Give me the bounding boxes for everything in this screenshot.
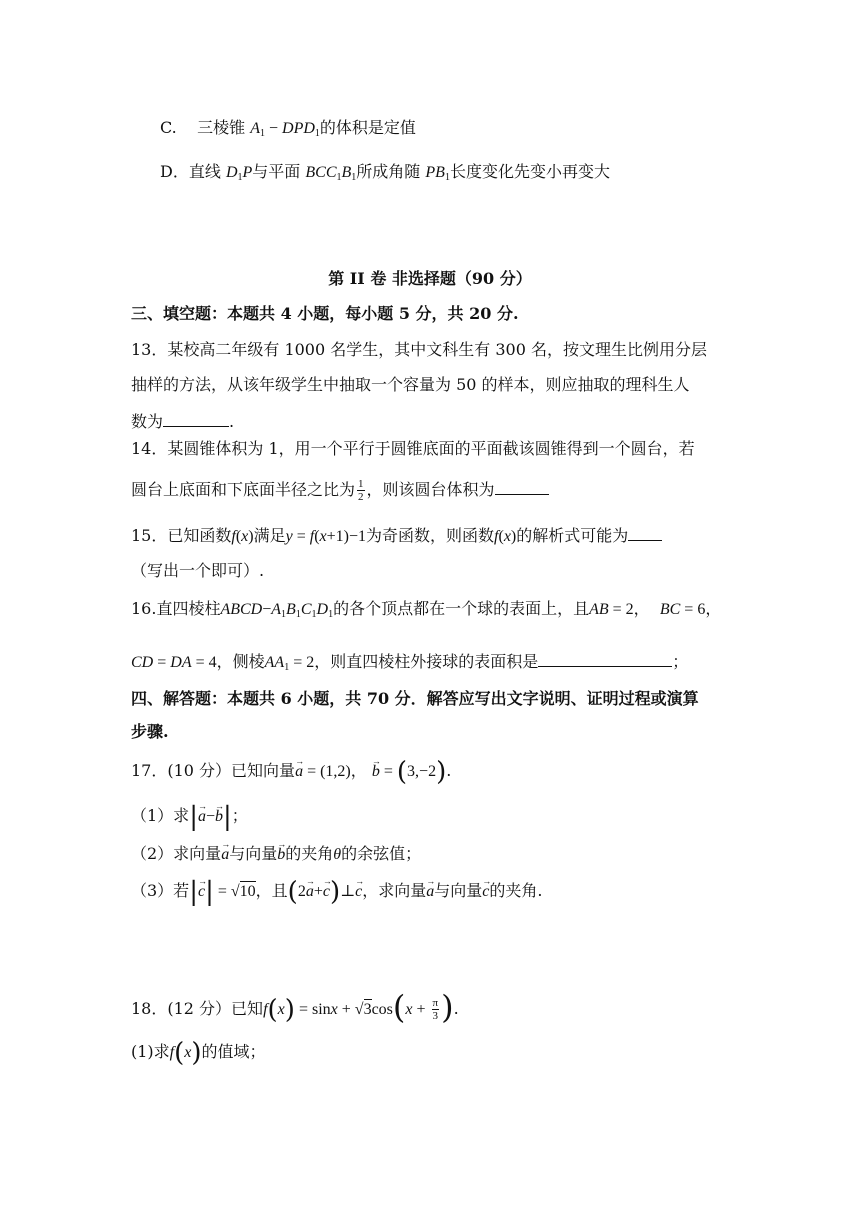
answer-blank — [495, 476, 549, 495]
q13-line1: 13．某校高二年级有 1000 名学生，其中文科生有 300 名，按文理生比例用分层 — [131, 340, 707, 359]
q13-line2: 抽样的方法，从该年级学生中抽取一个容量为 50 的样本，则应抽取的理科生人 — [131, 375, 690, 394]
math-dpd1: $DPD_1$ — [282, 120, 320, 139]
q17-line1: 17．(10 分）已知向量→ a = (1,2)， → b = (3,−2). — [131, 759, 451, 784]
answer-blank — [538, 648, 672, 667]
q17-part3: （3）若|→ c| = √10，且(2→ a+→ c)⊥→ c，求向量→ a与向量→ c的夹角. — [131, 879, 543, 904]
part3-header: 三、填空题：本题共 4 小题，每小题 5 分，共 20 分. — [131, 304, 519, 323]
answer-blank — [163, 408, 229, 427]
q17-part2: （2）求向量→ a与向量→ b的夹角θ的余弦值； — [131, 842, 421, 867]
q18-line1: 18．(12 分）已知f(x) = sinx + √3cos(x + $\frac{\pi}{3}$ ). — [131, 988, 459, 1026]
option-c: C. 三棱锥 $A_1 - DPD_1$的体积是定值 — [160, 118, 416, 139]
fraction: $\frac{1}{2}$ — [358, 478, 364, 503]
q18-part1: (1)求f(x)的值域； — [131, 1038, 266, 1068]
section-title: 第 II 卷 非选择题（90 分） — [328, 269, 532, 288]
q13-line3: 数为 . — [131, 408, 234, 434]
q14-line2: 圆台上底面和下底面半径之比为 $\frac{1}{2}$ ，则该圆台体积为 — [131, 476, 549, 503]
q14-line1: 14．某圆锥体积为 1，用一个平行于圆锥底面的平面截该圆锥得到一个圆台，若 — [131, 439, 695, 458]
math-a1: $A_1$ — [250, 120, 265, 139]
answer-blank — [628, 522, 662, 541]
q15-line2: （写出一个即可）. — [131, 561, 265, 580]
q17-part1: （1）求|→ a−→ b|； — [131, 804, 248, 829]
q15-line1: 15．已知函数f(x)满足y = f(x+1)−1为奇函数，则函数f(x)的解析式可能为 — [131, 522, 662, 549]
part4-header-l2: 步骤. — [131, 722, 169, 741]
option-d: D．直线 $D_1P$与平面 $BCC_1B_1$所成角随 $PB_1$长度变化先变小再变大 — [160, 162, 610, 183]
part4-header-l1: 四、解答题：本题共 6 小题，共 70 分．解答应写出文字说明、证明过程或演算 — [131, 689, 699, 708]
q16-line2: CD = DA = 4，侧棱$AA_1 = 2$，则直四棱柱外接球的表面积是 ； — [131, 648, 688, 680]
q16-line1: 16.直四棱柱$ABCD-A_1B_1C_1D_1$的各个顶点都在一个球的表面上，且AB = 2， BC = 6， — [131, 599, 722, 620]
